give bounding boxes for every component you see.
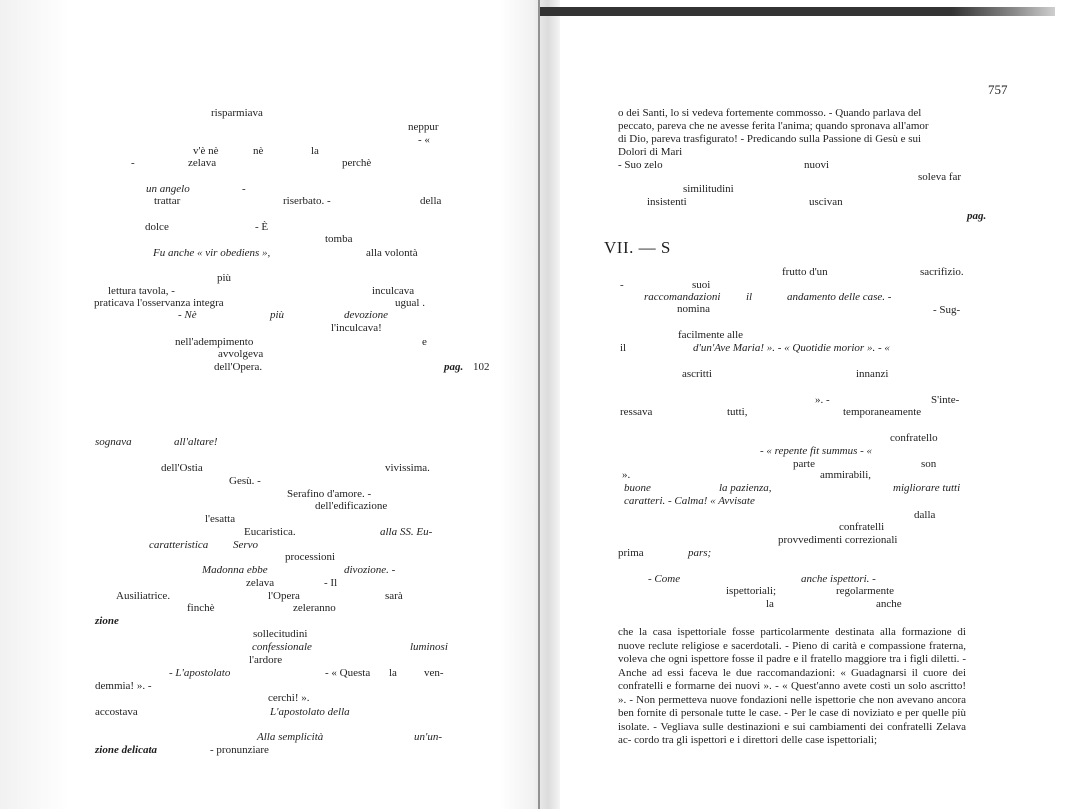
text-fragment: - [131, 157, 135, 169]
text-fragment: inculcava [372, 285, 415, 297]
text-fragment: dell'Ostia [161, 462, 203, 474]
text-fragment: zeleranno [293, 602, 336, 614]
text-fragment: Serafino d'amore. - [287, 488, 372, 500]
text-fragment: il [746, 291, 753, 303]
text-fragment: la [311, 145, 319, 157]
text-fragment: confratelli [839, 521, 885, 533]
text-fragment: Madonna ebbe [202, 564, 268, 576]
text-fragment: - Come [648, 573, 681, 585]
text-fragment: - È [255, 221, 269, 233]
text-fragment: frutto d'un [782, 266, 828, 278]
text-fragment: più [270, 309, 285, 321]
text-fragment: Fu anche « vir obediens », [153, 247, 271, 259]
text-fragment: nuovi [804, 159, 830, 171]
text-fragment: sacrifizio. [920, 266, 964, 278]
page-number: 757 [988, 82, 1008, 97]
scan-edge-bar [540, 7, 1055, 16]
text-fragment: l'ardore [249, 654, 283, 666]
text-fragment: ». [622, 469, 631, 481]
text-fragment: suoi [692, 279, 711, 291]
text-fragment: - « Questa [325, 667, 371, 679]
text-fragment: zelava [246, 577, 275, 589]
text-fragment: S'inte- [931, 394, 960, 406]
text-fragment: regolarmente [836, 585, 895, 597]
text-fragment: tomba [325, 233, 353, 245]
text-fragment: riserbato. - [283, 195, 331, 207]
body-paragraph: che la casa ispettoriale fosse particolarmente destinata alla formazione di nuove reclute religiose e sacerdotali. - Pieno di carità e compassione fraterna, voleva che ogni ispettore fosse il padre e il fratello maggiore tra i figli diletti. - Anche ad essi faceva le due raccomandazioni: « Guadagnarsi il cuore dei confratelli e formarne dei nuovi ». - « Quest'anno avete costì un solo ascritto! ». - Non permetteva nuove fondazioni nelle ispettorie che non avevano ancora ben fornite di personale tutte le case. - Per le case di noviziato e per quelle più isolate. - Vegliava sulle destinazioni e sui cambiamenti dei confratelli Zelava ac- cordo tra gli ispettori e i direttori delle case ispettoriali; [618, 626, 966, 746]
text-fragment: ammirabili, [820, 469, 872, 481]
text-fragment: lettura tavola, - [108, 285, 175, 297]
text-fragment: sarà [385, 590, 403, 602]
text-fragment: facilmente alle [678, 329, 744, 341]
text-fragment: vivissima. [385, 462, 430, 474]
text-fragment: ugual . [395, 297, 425, 309]
text-line: di Dio, pareva trasfigurato! - Predicando sulla Passione di Gesù e sui [618, 133, 922, 145]
text-fragment: risparmiava [211, 107, 263, 119]
text-fragment: avvolgeva [218, 348, 264, 360]
text-fragment: - « repente fit summus - « [760, 445, 873, 457]
text-fragment: - [242, 183, 246, 195]
text-fragment: il [620, 342, 627, 354]
text-fragment: alla volontà [366, 247, 418, 259]
text-fragment: dell'Opera. [214, 361, 263, 373]
text-fragment: migliorare tutti [893, 482, 961, 494]
text-fragment: ressava [620, 406, 653, 418]
text-fragment: provvedimenti correzionali [778, 534, 898, 546]
text-fragment: ascritti [682, 368, 712, 380]
text-fragment: anche ispettori. - [801, 573, 876, 585]
text-fragment: parte [793, 458, 815, 470]
text-fragment: - pronunziare [210, 744, 269, 756]
text-fragment: L'apostolato della [270, 706, 350, 718]
text-fragment: Ausiliatrice. [116, 590, 171, 602]
text-fragment: la pazienza, [719, 482, 772, 494]
page-edge-shadow [0, 0, 70, 809]
text-fragment: nè [253, 145, 264, 157]
text-line: peccato, pareva che ne avesse ferita l'anima; quando spronava all'amor [618, 120, 929, 132]
text-fragment: caratteri. - Calma! « Avvisate [624, 495, 755, 507]
text-fragment: prima [618, 547, 644, 559]
page-footer-label: pag. [967, 210, 987, 222]
text-fragment: innanzi [856, 368, 889, 380]
text-fragment: l'Opera [268, 590, 300, 602]
text-fragment: sollecitudini [253, 628, 308, 640]
text-fragment: Eucaristica. [244, 526, 296, 538]
text-fragment: - Sug- [933, 304, 961, 316]
text-fragment: d'un'Ave Maria! ». - « Quotidie morior ». - « [693, 342, 890, 354]
text-fragment: son [921, 458, 937, 470]
text-fragment: uscivan [809, 196, 843, 208]
text-fragment: la [766, 598, 774, 610]
text-fragment: soleva far [918, 171, 962, 183]
text-fragment: processioni [285, 551, 336, 563]
text-fragment: l'inculcava! [331, 322, 382, 334]
text-fragment: alla SS. Eu- [380, 526, 433, 538]
section-heading: VII. — S [604, 238, 671, 257]
page-footer-label: pag. [444, 361, 464, 373]
text-fragment: dolce [145, 221, 169, 233]
text-fragment: ispettoriali; [726, 585, 777, 597]
text-fragment: - [620, 279, 624, 291]
text-fragment: un'un- [414, 731, 443, 743]
text-fragment: zione [95, 615, 119, 627]
text-fragment: demmia! ». - [95, 680, 152, 692]
text-fragment: ven- [424, 667, 444, 679]
text-fragment: un angelo [146, 183, 190, 195]
text-fragment: nomina [677, 303, 710, 315]
page-footer-number: 102 [473, 361, 490, 373]
text-fragment: Alla semplicità [257, 731, 324, 743]
text-fragment: - Il [324, 577, 338, 589]
text-fragment: dalla [914, 509, 936, 521]
text-fragment: la [389, 667, 397, 679]
text-line: Dolori di Mari [618, 146, 683, 158]
text-fragment: anche [876, 598, 902, 610]
text-fragment: andamento delle case. - [787, 291, 892, 303]
text-fragment: divozione. - [344, 564, 396, 576]
text-fragment: accostava [95, 706, 138, 718]
text-fragment: della [420, 195, 442, 207]
text-fragment: luminosi [410, 641, 448, 653]
text-fragment: - Suo zelo [618, 159, 663, 171]
text-fragment: - L'apostolato [169, 667, 231, 679]
text-fragment: finchè [187, 602, 215, 614]
text-fragment: all'altare! [174, 436, 218, 448]
text-fragment: e [422, 336, 427, 348]
text-line: o dei Santi, lo si vedeva fortemente commosso. - Quando parlava del [618, 107, 922, 119]
book-gutter [500, 0, 560, 809]
text-fragment: temporaneamente [843, 406, 922, 418]
text-fragment: ». - [815, 394, 830, 406]
gutter-fold-line [538, 0, 540, 809]
text-fragment: caratteristica [149, 539, 209, 551]
text-fragment: zelava [188, 157, 217, 169]
text-fragment: trattar [154, 195, 181, 207]
text-fragment: - Nè [178, 309, 197, 321]
text-fragment: devozione [344, 309, 388, 321]
text-fragment: sognava [95, 436, 132, 448]
text-fragment: l'esatta [205, 513, 236, 525]
text-fragment: nell'adempimento [175, 336, 254, 348]
text-fragment: praticava l'osservanza integra [94, 297, 224, 309]
text-fragment: Servo [233, 539, 259, 551]
text-fragment: - « [418, 134, 430, 146]
text-fragment: similitudini [683, 183, 734, 195]
text-fragment: pars; [688, 547, 712, 559]
text-fragment: v'è nè [193, 145, 219, 157]
text-fragment: più [217, 272, 232, 284]
text-fragment: Gesù. - [229, 475, 261, 487]
text-fragment: dell'edificazione [315, 500, 388, 512]
text-fragment: insistenti [647, 196, 687, 208]
text-fragment: perchè [342, 157, 372, 169]
text-fragment: zione delicata [95, 744, 158, 756]
text-fragment: cerchi! ». [268, 692, 310, 704]
text-fragment: buone [624, 482, 651, 494]
text-fragment: confratello [890, 432, 938, 444]
text-fragment: raccomandazioni [644, 291, 721, 303]
text-fragment: tutti, [727, 406, 748, 418]
text-fragment: confessionale [252, 641, 312, 653]
text-fragment: neppur [408, 121, 439, 133]
